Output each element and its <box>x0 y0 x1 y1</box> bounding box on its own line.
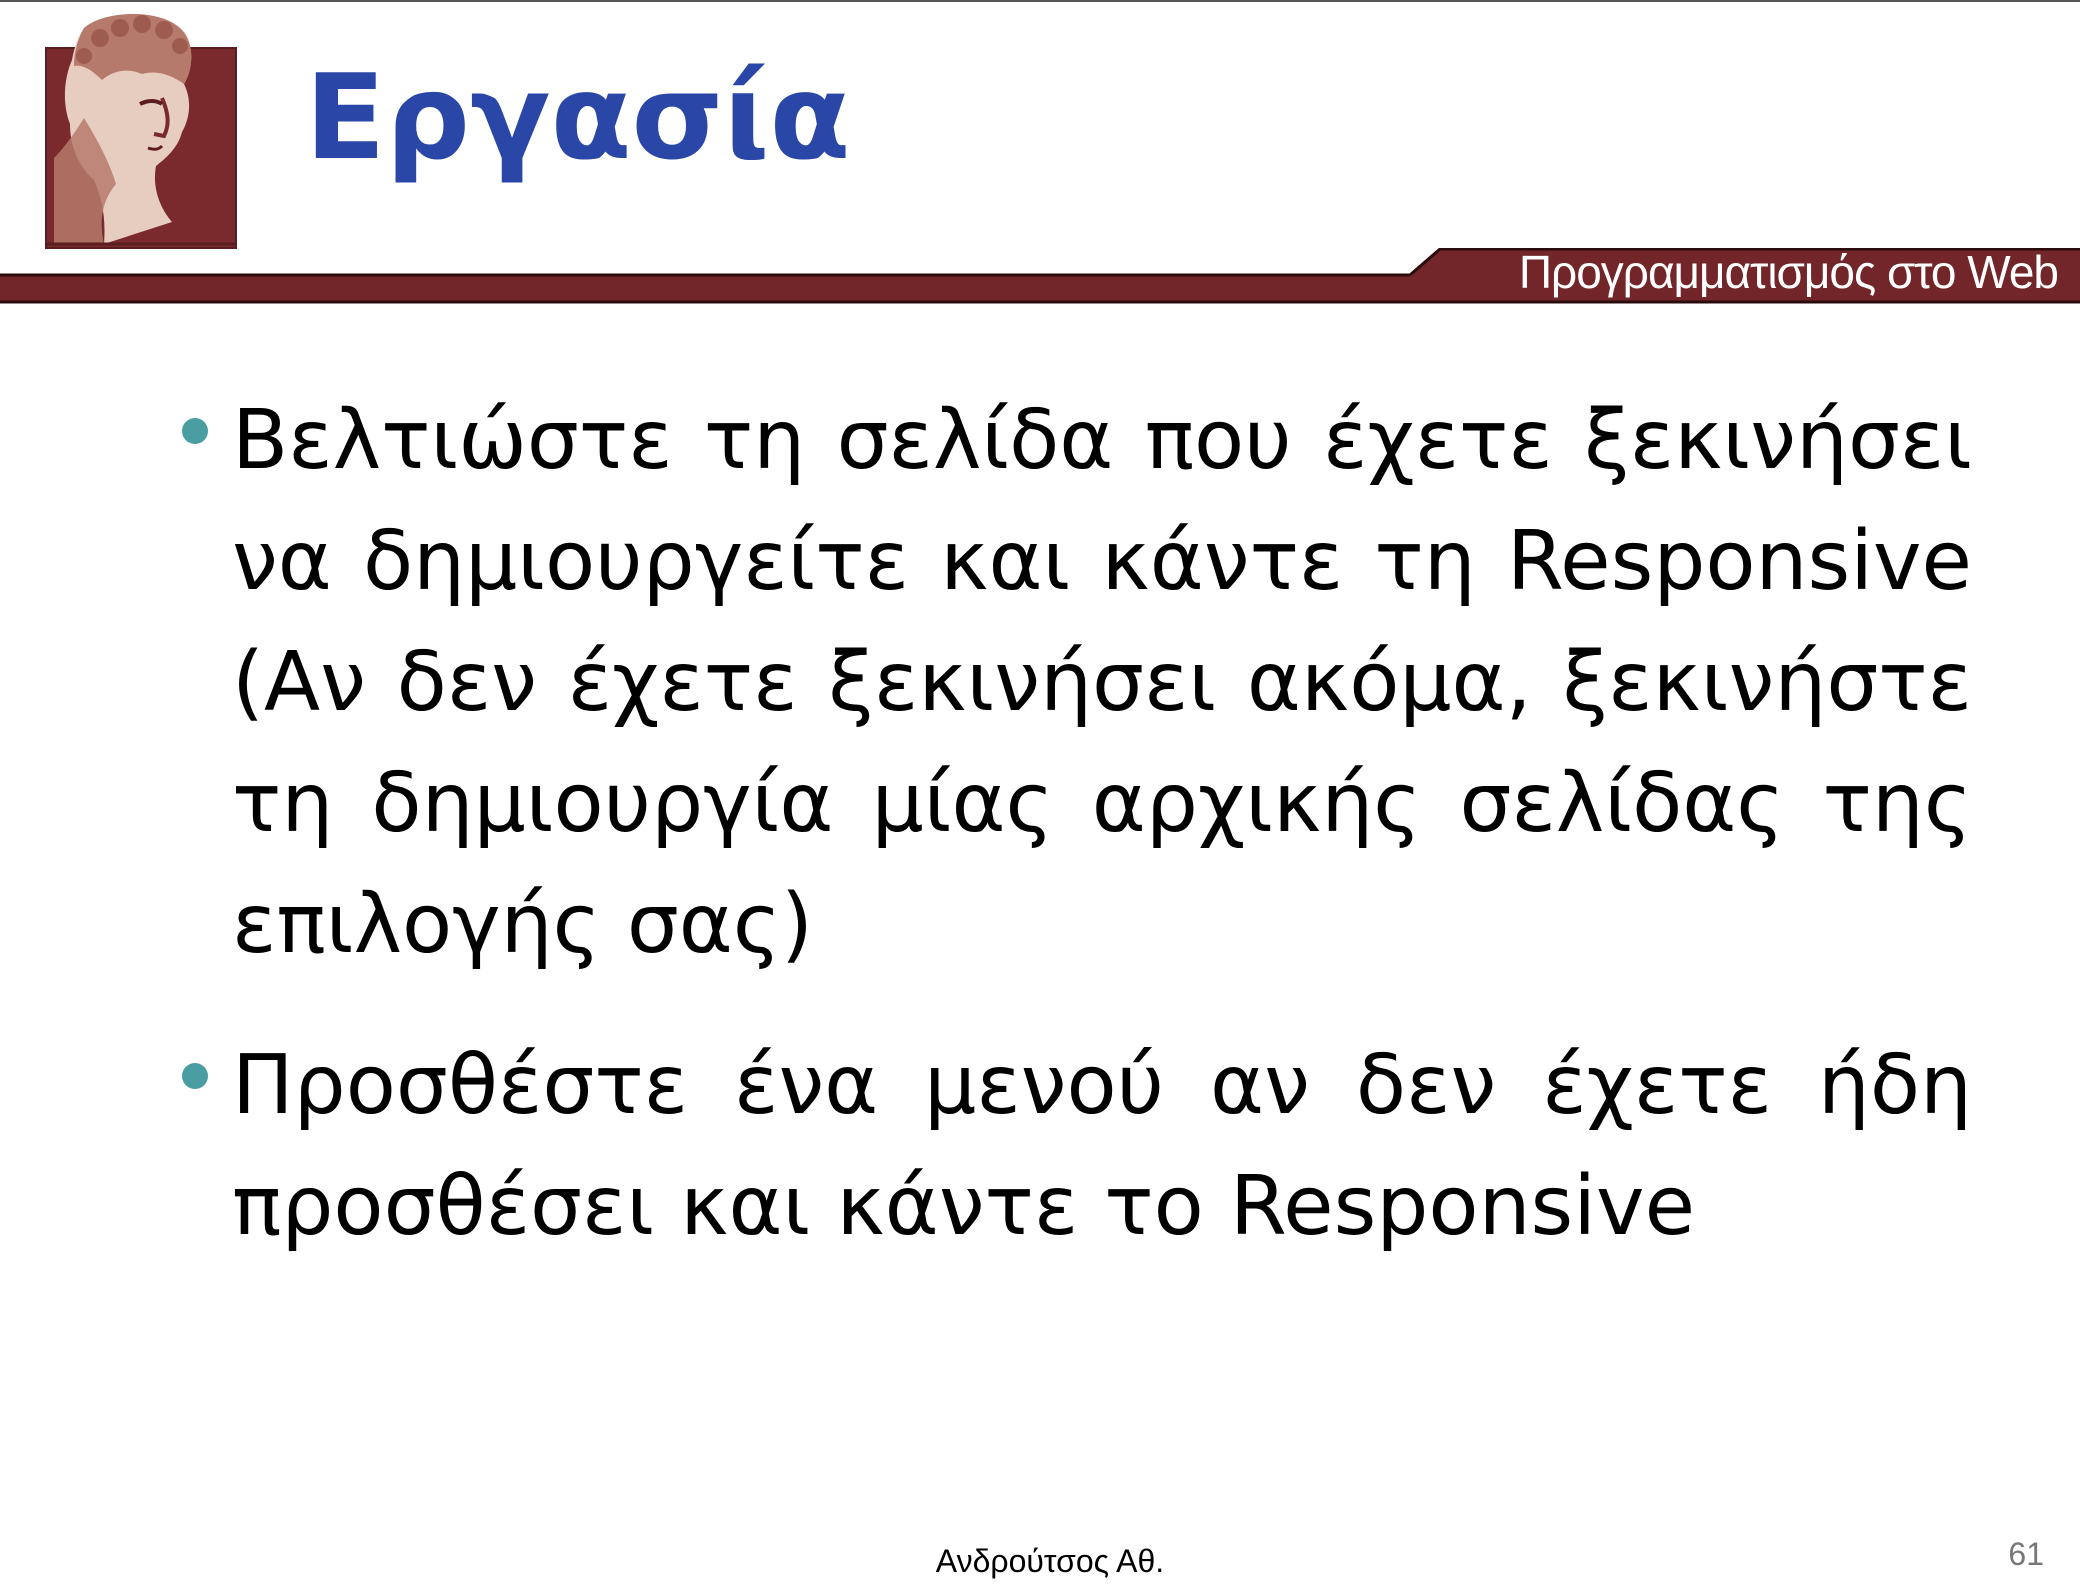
course-name: Προγραμματισμός στο Web <box>1518 246 2058 298</box>
list-item <box>172 380 1972 985</box>
bullet-text: Προσθέστε ένα μενού αν δεν έχετε ήδη προσθέσει και κάντε το Responsive <box>232 1038 1972 1254</box>
list-item <box>172 1025 1972 1267</box>
bullet-dot-icon <box>182 1063 208 1089</box>
page-number: 61 <box>2008 1536 2044 1572</box>
bullet-dot-icon <box>182 418 208 444</box>
footer-author: Ανδρούτσος Αθ. <box>935 1543 1165 1579</box>
university-logo-icon <box>44 8 240 256</box>
bullet-list <box>172 380 1972 1307</box>
bullet-text: Βελτιώστε τη σελίδα που έχετε ξεκινήσει να δημιουργείτε και κάντε τη Responsive (Αν δεν έχετε ξεκινήσει ακόμα, ξεκινήστε τη δημιουργία μίας αρχικής σελίδας της επιλογής σας) <box>232 393 1972 972</box>
top-border <box>0 0 2080 2</box>
slide-title: Εργασία <box>305 48 851 186</box>
